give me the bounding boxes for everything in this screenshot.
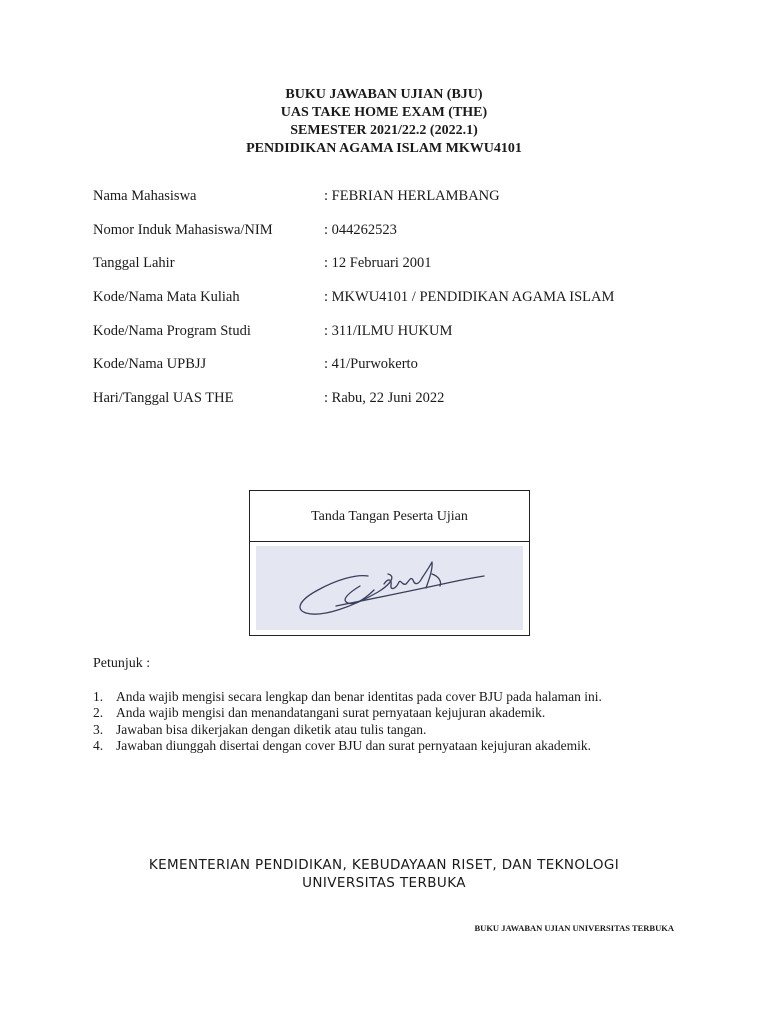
- identity-row: [93, 253, 713, 287]
- page-running-footer: BUKU JAWABAN UJIAN UNIVERSITAS TERBUKA: [474, 923, 674, 933]
- ministry-footer: [0, 856, 768, 892]
- identity-label: Nomor Induk Mahasiswa/NIM: [93, 221, 273, 238]
- instructions-label: Petunjuk :: [93, 656, 151, 671]
- ministry-name: KEMENTERIAN PENDIDIKAN, KEBUDAYAAN RISET, DAN TEKNOLOGI: [148, 857, 620, 873]
- list-item-number: 2.: [93, 705, 104, 721]
- list-item: [93, 689, 713, 705]
- header-title: BUKU JAWABAN UJIAN (BJU): [285, 87, 483, 102]
- identity-label: Kode/Nama UPBJJ: [93, 356, 207, 373]
- list-item-text: Jawaban bisa dikerjakan dengan diketik atau tulis tangan.: [116, 721, 427, 737]
- identity-label: Hari/Tanggal UAS THE: [93, 390, 234, 407]
- header-course: PENDIDIKAN AGAMA ISLAM MKWU4101: [246, 141, 522, 156]
- identity-value: : 12 Februari 2001: [324, 255, 432, 272]
- list-item: [93, 738, 713, 754]
- list-item: [93, 722, 713, 738]
- identity-label: Nama Mahasiswa: [93, 188, 197, 204]
- identity-value: : MKWU4101 / PENDIDIKAN AGAMA ISLAM: [324, 289, 615, 306]
- list-item-number: 1.: [93, 689, 104, 704]
- identity-value: : 311/ILMU HUKUM: [324, 322, 453, 339]
- handwritten-signature-icon: [256, 546, 523, 630]
- identity-label: Kode/Nama Mata Kuliah: [93, 289, 240, 306]
- document-header: [0, 86, 768, 158]
- identity-row: [93, 220, 713, 254]
- identity-value: : 044262523: [324, 221, 397, 238]
- identity-label: Tanggal Lahir: [93, 255, 175, 272]
- header-exam-type: UAS TAKE HOME EXAM (THE): [280, 105, 488, 120]
- list-item-number: 3.: [93, 721, 104, 737]
- list-item-number: 4.: [93, 738, 104, 754]
- list-item-text: Jawaban diunggah disertai dengan cover BJU dan surat pernyataan kejujuran akademik.: [116, 738, 591, 754]
- identity-value: : 41/Purwokerto: [324, 356, 418, 373]
- university-name: UNIVERSITAS TERBUKA: [302, 875, 466, 891]
- identity-value: : FEBRIAN HERLAMBANG: [324, 188, 500, 204]
- list-item-text: Anda wajib mengisi dan menandatangani surat pernyataan kejujuran akademik.: [116, 705, 546, 721]
- student-identity: [93, 186, 713, 422]
- identity-row: [93, 321, 713, 355]
- identity-row: [93, 287, 713, 321]
- identity-row: [93, 354, 713, 388]
- signature-title: Tanda Tangan Peserta Ujian: [250, 491, 529, 542]
- identity-value: : Rabu, 22 Juni 2022: [324, 390, 445, 407]
- identity-row: [93, 186, 713, 220]
- signature-image: [256, 546, 523, 630]
- identity-label: Kode/Nama Program Studi: [93, 322, 251, 339]
- identity-row: [93, 388, 713, 422]
- list-item-text: Anda wajib mengisi secara lengkap dan benar identitas pada cover BJU pada halaman ini.: [116, 689, 602, 704]
- list-item: [93, 705, 713, 721]
- instructions-list: [93, 689, 713, 755]
- signature-box: [249, 490, 530, 636]
- header-semester: SEMESTER 2021/22.2 (2022.1): [290, 123, 478, 138]
